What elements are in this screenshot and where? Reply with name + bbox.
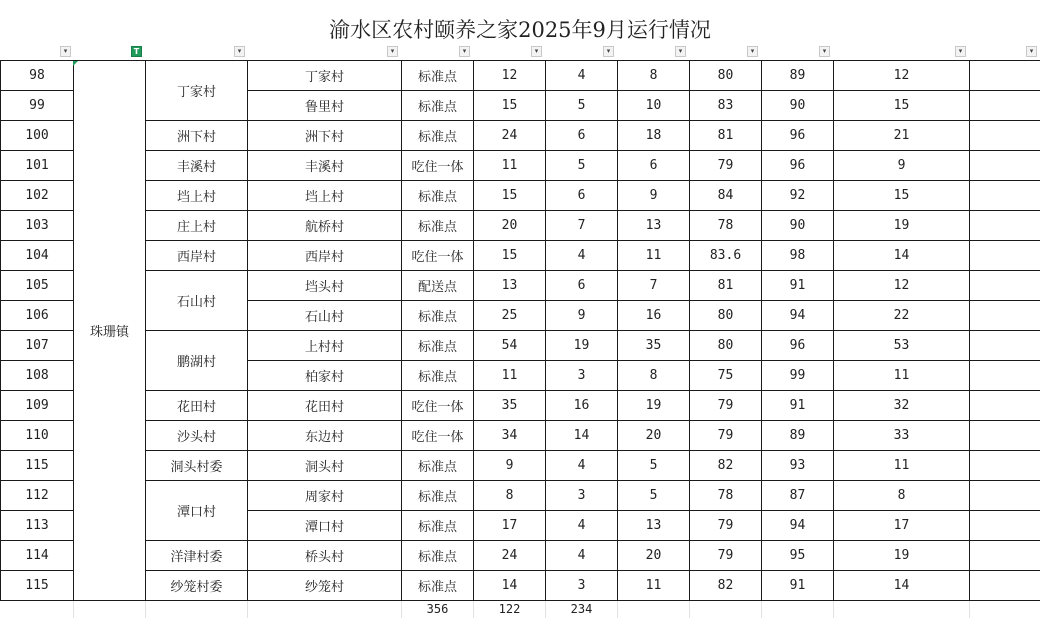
site-cell[interactable]: 石山村: [248, 301, 402, 331]
row-number-cell[interactable]: 98: [1, 61, 74, 91]
site-cell[interactable]: 洲下村: [248, 121, 402, 151]
value-cell-c6[interactable]: 32: [834, 391, 970, 421]
empty-cell[interactable]: [834, 601, 970, 619]
value-cell-c2[interactable]: 4: [546, 541, 618, 571]
value-cell-c2[interactable]: 5: [546, 91, 618, 121]
row-number-cell[interactable]: 103: [1, 211, 74, 241]
value-cell-c3[interactable]: 11: [618, 571, 690, 601]
value-cell-c4[interactable]: 79: [690, 511, 762, 541]
totals-row: [1, 601, 1040, 619]
site-cell[interactable]: 航桥村: [248, 211, 402, 241]
value-cell-c2[interactable]: 16: [546, 391, 618, 421]
value-cell-c6[interactable]: 11: [834, 451, 970, 481]
value-cell-c5[interactable]: 95: [762, 541, 834, 571]
filter-dropdown-icon[interactable]: ▾: [60, 46, 71, 57]
cell-comment-marker: [73, 61, 78, 66]
empty-cell[interactable]: [762, 601, 834, 619]
row-number-cell[interactable]: 106: [1, 301, 74, 331]
filter-dropdown-icon[interactable]: ▾: [819, 46, 830, 57]
village-cell[interactable]: 垱上村: [146, 181, 248, 211]
value-cell-c2[interactable]: 3: [546, 571, 618, 601]
type-cell[interactable]: 标准点: [402, 121, 474, 151]
total-cell-c1[interactable]: 356: [402, 601, 474, 619]
value-cell-c1[interactable]: 20: [474, 211, 546, 241]
empty-cell[interactable]: [970, 331, 1040, 361]
empty-cell[interactable]: [248, 601, 402, 619]
value-cell-c6[interactable]: 21: [834, 121, 970, 151]
filter-dropdown-icon[interactable]: ▾: [955, 46, 966, 57]
value-cell-c1[interactable]: 54: [474, 331, 546, 361]
value-cell-c3[interactable]: 8: [618, 61, 690, 91]
row-number-cell[interactable]: 108: [1, 361, 74, 391]
value-cell-c4[interactable]: 79: [690, 151, 762, 181]
empty-cell[interactable]: [690, 601, 762, 619]
empty-cell[interactable]: [970, 181, 1040, 211]
filter-row: [0, 44, 1040, 60]
empty-cell[interactable]: [970, 451, 1040, 481]
value-cell-c4[interactable]: 79: [690, 541, 762, 571]
value-cell-c4[interactable]: 79: [690, 421, 762, 451]
type-cell[interactable]: 标准点: [402, 451, 474, 481]
type-cell[interactable]: 标准点: [402, 361, 474, 391]
value-cell-c4[interactable]: 80: [690, 61, 762, 91]
value-cell-c6[interactable]: 53: [834, 331, 970, 361]
value-cell-c5[interactable]: 90: [762, 211, 834, 241]
value-cell-c1[interactable]: 25: [474, 301, 546, 331]
value-cell-c4[interactable]: 75: [690, 361, 762, 391]
table-row: [1, 151, 1040, 181]
row-number-cell[interactable]: 113: [1, 511, 74, 541]
type-cell[interactable]: 标准点: [402, 331, 474, 361]
town-cell[interactable]: 珠珊镇: [74, 61, 146, 601]
empty-cell[interactable]: [970, 571, 1040, 601]
value-cell-c5[interactable]: 98: [762, 241, 834, 271]
table-row: [1, 481, 1040, 511]
value-cell-c3[interactable]: 16: [618, 301, 690, 331]
value-cell-c6[interactable]: 17: [834, 511, 970, 541]
empty-cell[interactable]: [618, 601, 690, 619]
type-cell[interactable]: 标准点: [402, 61, 474, 91]
value-cell-c3[interactable]: 20: [618, 421, 690, 451]
table-row: [1, 541, 1040, 571]
empty-cell[interactable]: [146, 601, 248, 619]
site-cell[interactable]: 丁家村: [248, 61, 402, 91]
value-cell-c3[interactable]: 13: [618, 211, 690, 241]
value-cell-c4[interactable]: 80: [690, 301, 762, 331]
site-cell[interactable]: 桥头村: [248, 541, 402, 571]
value-cell-c5[interactable]: 96: [762, 331, 834, 361]
row-number-cell[interactable]: 112: [1, 481, 74, 511]
value-cell-c3[interactable]: 13: [618, 511, 690, 541]
empty-cell[interactable]: [970, 61, 1040, 91]
empty-cell[interactable]: [970, 481, 1040, 511]
filter-dropdown-icon[interactable]: ▾: [531, 46, 542, 57]
village-cell[interactable]: 西岸村: [146, 241, 248, 271]
value-cell-c2[interactable]: 3: [546, 481, 618, 511]
value-cell-c4[interactable]: 83.6: [690, 241, 762, 271]
empty-cell[interactable]: [970, 151, 1040, 181]
type-cell[interactable]: 配送点: [402, 271, 474, 301]
value-cell-c1[interactable]: 34: [474, 421, 546, 451]
row-number-cell[interactable]: 104: [1, 241, 74, 271]
value-cell-c1[interactable]: 35: [474, 391, 546, 421]
value-cell-c3[interactable]: 10: [618, 91, 690, 121]
empty-cell[interactable]: [970, 271, 1040, 301]
table-row: [1, 571, 1040, 601]
value-cell-c2[interactable]: 14: [546, 421, 618, 451]
value-cell-c3[interactable]: 35: [618, 331, 690, 361]
value-cell-c3[interactable]: 8: [618, 361, 690, 391]
site-cell[interactable]: 洞头村: [248, 451, 402, 481]
value-cell-c6[interactable]: 9: [834, 151, 970, 181]
type-cell[interactable]: 标准点: [402, 91, 474, 121]
empty-cell[interactable]: [970, 601, 1040, 619]
empty-cell[interactable]: [970, 391, 1040, 421]
village-cell[interactable]: 潭口村: [146, 481, 248, 541]
type-cell[interactable]: 吃住一体: [402, 391, 474, 421]
empty-cell[interactable]: [970, 91, 1040, 121]
value-cell-c3[interactable]: 19: [618, 391, 690, 421]
filter-dropdown-icon[interactable]: ▾: [1026, 46, 1037, 57]
value-cell-c2[interactable]: 6: [546, 121, 618, 151]
site-cell[interactable]: 纱笼村: [248, 571, 402, 601]
site-cell[interactable]: 东边村: [248, 421, 402, 451]
filter-dropdown-icon[interactable]: ▾: [675, 46, 686, 57]
table-row: [1, 241, 1040, 271]
site-cell[interactable]: 垱上村: [248, 181, 402, 211]
value-cell-c3[interactable]: 5: [618, 451, 690, 481]
village-cell[interactable]: 庄上村: [146, 211, 248, 241]
site-cell[interactable]: 潭口村: [248, 511, 402, 541]
filter-active-icon[interactable]: T: [131, 46, 142, 57]
value-cell-c3[interactable]: 20: [618, 541, 690, 571]
table-row: [1, 331, 1040, 361]
value-cell-c1[interactable]: 8: [474, 481, 546, 511]
value-cell-c3[interactable]: 6: [618, 151, 690, 181]
type-cell[interactable]: 标准点: [402, 301, 474, 331]
value-cell-c4[interactable]: 80: [690, 331, 762, 361]
value-cell-c3[interactable]: 5: [618, 481, 690, 511]
type-cell[interactable]: 标准点: [402, 511, 474, 541]
type-cell[interactable]: 标准点: [402, 571, 474, 601]
value-cell-c5[interactable]: 96: [762, 151, 834, 181]
filter-dropdown-icon[interactable]: ▾: [387, 46, 398, 57]
row-number-cell[interactable]: 105: [1, 271, 74, 301]
value-cell-c2[interactable]: 6: [546, 181, 618, 211]
value-cell-c1[interactable]: 24: [474, 121, 546, 151]
empty-cell[interactable]: [970, 541, 1040, 571]
empty-cell[interactable]: [970, 211, 1040, 241]
site-cell[interactable]: 垱头村: [248, 271, 402, 301]
type-cell[interactable]: 标准点: [402, 211, 474, 241]
value-cell-c4[interactable]: 82: [690, 571, 762, 601]
row-number-cell[interactable]: 114: [1, 541, 74, 571]
value-cell-c2[interactable]: 4: [546, 241, 618, 271]
table-row: [1, 61, 1040, 91]
value-cell-c2[interactable]: 3: [546, 361, 618, 391]
row-number-cell[interactable]: 110: [1, 421, 74, 451]
village-cell[interactable]: 纱笼村委: [146, 571, 248, 601]
value-cell-c4[interactable]: 82: [690, 451, 762, 481]
table-row: [1, 211, 1040, 241]
site-cell[interactable]: 上村村: [248, 331, 402, 361]
value-cell-c5[interactable]: 93: [762, 451, 834, 481]
type-cell[interactable]: 吃住一体: [402, 241, 474, 271]
village-cell[interactable]: 洲下村: [146, 121, 248, 151]
empty-cell[interactable]: [970, 121, 1040, 151]
village-cell[interactable]: 丰溪村: [146, 151, 248, 181]
value-cell-c6[interactable]: 15: [834, 181, 970, 211]
site-cell[interactable]: 丰溪村: [248, 151, 402, 181]
row-number-cell[interactable]: 109: [1, 391, 74, 421]
value-cell-c1[interactable]: 11: [474, 151, 546, 181]
value-cell-c4[interactable]: 81: [690, 271, 762, 301]
value-cell-c5[interactable]: 91: [762, 571, 834, 601]
site-cell[interactable]: 柏家村: [248, 361, 402, 391]
row-number-cell[interactable]: 99: [1, 91, 74, 121]
value-cell-c3[interactable]: 18: [618, 121, 690, 151]
value-cell-c3[interactable]: 7: [618, 271, 690, 301]
value-cell-c1[interactable]: 9: [474, 451, 546, 481]
value-cell-c5[interactable]: 94: [762, 301, 834, 331]
value-cell-c6[interactable]: 22: [834, 301, 970, 331]
value-cell-c6[interactable]: 12: [834, 61, 970, 91]
value-cell-c4[interactable]: 78: [690, 211, 762, 241]
value-cell-c2[interactable]: 4: [546, 61, 618, 91]
table-row: [1, 421, 1040, 451]
value-cell-c1[interactable]: 24: [474, 541, 546, 571]
empty-cell[interactable]: [970, 241, 1040, 271]
value-cell-c6[interactable]: 11: [834, 361, 970, 391]
type-cell[interactable]: 标准点: [402, 481, 474, 511]
value-cell-c5[interactable]: 91: [762, 271, 834, 301]
village-cell[interactable]: 石山村: [146, 271, 248, 331]
empty-cell[interactable]: [1, 601, 74, 619]
value-cell-c6[interactable]: 33: [834, 421, 970, 451]
row-number-cell[interactable]: 102: [1, 181, 74, 211]
village-cell[interactable]: 鹏湖村: [146, 331, 248, 391]
value-cell-c5[interactable]: 92: [762, 181, 834, 211]
value-cell-c4[interactable]: 84: [690, 181, 762, 211]
table-row: [1, 121, 1040, 151]
village-cell[interactable]: 花田村: [146, 391, 248, 421]
value-cell-c1[interactable]: 15: [474, 181, 546, 211]
row-number-cell[interactable]: 115: [1, 451, 74, 481]
site-cell[interactable]: 周家村: [248, 481, 402, 511]
village-cell[interactable]: 洞头村委: [146, 451, 248, 481]
value-cell-c6[interactable]: 12: [834, 271, 970, 301]
filter-dropdown-icon[interactable]: ▾: [747, 46, 758, 57]
value-cell-c4[interactable]: 79: [690, 391, 762, 421]
row-number-cell[interactable]: 115: [1, 571, 74, 601]
value-cell-c2[interactable]: 7: [546, 211, 618, 241]
value-cell-c5[interactable]: 91: [762, 391, 834, 421]
filter-dropdown-icon[interactable]: ▾: [459, 46, 470, 57]
type-cell[interactable]: 标准点: [402, 541, 474, 571]
value-cell-c3[interactable]: 11: [618, 241, 690, 271]
value-cell-c2[interactable]: 19: [546, 331, 618, 361]
value-cell-c1[interactable]: 17: [474, 511, 546, 541]
table-row: [1, 451, 1040, 481]
site-cell[interactable]: 鲁里村: [248, 91, 402, 121]
value-cell-c6[interactable]: 19: [834, 211, 970, 241]
value-cell-c2[interactable]: 4: [546, 451, 618, 481]
value-cell-c2[interactable]: 5: [546, 151, 618, 181]
value-cell-c5[interactable]: 94: [762, 511, 834, 541]
value-cell-c2[interactable]: 9: [546, 301, 618, 331]
empty-cell[interactable]: [970, 421, 1040, 451]
value-cell-c6[interactable]: 14: [834, 571, 970, 601]
value-cell-c1[interactable]: 15: [474, 241, 546, 271]
village-cell[interactable]: 沙头村: [146, 421, 248, 451]
value-cell-c5[interactable]: 90: [762, 91, 834, 121]
value-cell-c1[interactable]: 11: [474, 361, 546, 391]
value-cell-c3[interactable]: 9: [618, 181, 690, 211]
filter-dropdown-icon[interactable]: ▾: [234, 46, 245, 57]
value-cell-c6[interactable]: 15: [834, 91, 970, 121]
type-cell[interactable]: 吃住一体: [402, 151, 474, 181]
table-row: [1, 181, 1040, 211]
value-cell-c5[interactable]: 99: [762, 361, 834, 391]
village-cell[interactable]: 洋津村委: [146, 541, 248, 571]
value-cell-c5[interactable]: 89: [762, 61, 834, 91]
empty-cell[interactable]: [970, 511, 1040, 541]
village-cell[interactable]: 丁家村: [146, 61, 248, 121]
total-cell-c3[interactable]: 234: [546, 601, 618, 619]
empty-cell[interactable]: [970, 361, 1040, 391]
filter-dropdown-icon[interactable]: ▾: [603, 46, 614, 57]
value-cell-c4[interactable]: 83: [690, 91, 762, 121]
value-cell-c5[interactable]: 87: [762, 481, 834, 511]
site-cell[interactable]: 花田村: [248, 391, 402, 421]
value-cell-c1[interactable]: 13: [474, 271, 546, 301]
empty-cell[interactable]: [74, 601, 146, 619]
row-number-cell[interactable]: 100: [1, 121, 74, 151]
row-number-cell[interactable]: 101: [1, 151, 74, 181]
value-cell-c5[interactable]: 96: [762, 121, 834, 151]
sheet-title: 渝水区农村颐养之家2025年9月运行情况: [329, 18, 711, 42]
data-table: [0, 60, 1040, 618]
row-number-cell[interactable]: 107: [1, 331, 74, 361]
empty-cell[interactable]: [970, 301, 1040, 331]
type-cell[interactable]: 标准点: [402, 181, 474, 211]
value-cell-c6[interactable]: 14: [834, 241, 970, 271]
total-cell-c2[interactable]: 122: [474, 601, 546, 619]
type-cell[interactable]: 吃住一体: [402, 421, 474, 451]
table-row: [1, 391, 1040, 421]
value-cell-c1[interactable]: 15: [474, 91, 546, 121]
value-cell-c6[interactable]: 19: [834, 541, 970, 571]
value-cell-c4[interactable]: 81: [690, 121, 762, 151]
value-cell-c5[interactable]: 89: [762, 421, 834, 451]
site-cell[interactable]: 西岸村: [248, 241, 402, 271]
table-row: [1, 271, 1040, 301]
value-cell-c6[interactable]: 8: [834, 481, 970, 511]
value-cell-c2[interactable]: 4: [546, 511, 618, 541]
value-cell-c1[interactable]: 12: [474, 61, 546, 91]
value-cell-c1[interactable]: 14: [474, 571, 546, 601]
value-cell-c4[interactable]: 78: [690, 481, 762, 511]
value-cell-c2[interactable]: 6: [546, 271, 618, 301]
